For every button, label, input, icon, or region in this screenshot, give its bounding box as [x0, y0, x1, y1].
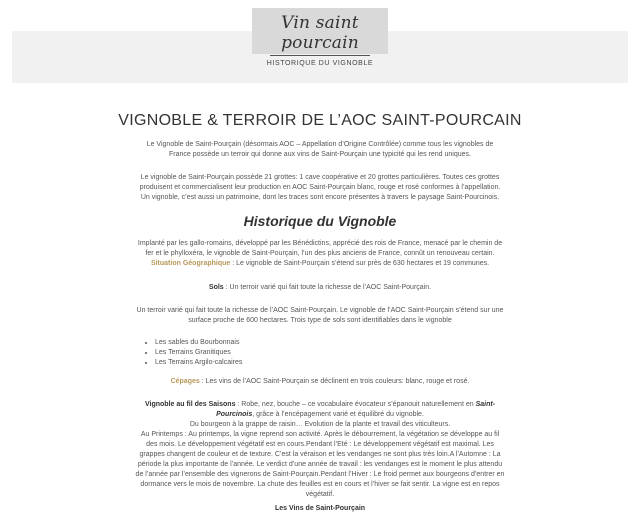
logo-name: Vin saint pourcain	[281, 13, 359, 53]
next-heading-text: Les Vins de Saint-Pourçain	[274, 505, 366, 512]
list-item: • Les Terrains Argilo-calcaires	[155, 358, 242, 368]
saisons-line-3: Au Printemps : Au printemps, la vigne reprend son activité. Après le débourrement, la végétation se développe au fil des mois. Le développement végétatif est en cours.Pendant l’Eté : Le développement végétatif est maximal. Les grappes changent de couleur et de texture. C’est la véraison et les vendanges ne sont plus très loin.A l’Automne : La période la plus importante de l’année. Le verdict d’une année de travail : les vendanges est le moment le plus attendu de l’année par l’ensemble des vignerons de Saint-Pourçain.Pendant l’Hiver : Le froid permet aux bourgeons d’entrer en dormance vers le mois de novembre. La chute des feuilles est en cours et l’hiver se fait sentir. La vigne est en repos végétatif.	[135, 431, 505, 498]
terroir-paragraph: Un terroir varié qui fait toute la richesse de l’AOC Saint-Pourçain. Le vignoble de l’AOC Saint-Pourçain s’étend sur une surface proche de 600 hectares. Trois type de sols sont identifiables dans le vignoble	[136, 307, 504, 324]
sols-label: Sols	[208, 284, 224, 291]
saisons-text-2: , grâce à l’encépagement varié et équilibré du vignoble.	[252, 411, 424, 418]
logo-subtitle: HISTORIQUE DU VIGNOBLE	[266, 60, 374, 67]
cepages-text: : Les vins de l’AOC Saint-Pourçain se déclinent en trois couleurs: blanc, rouge et rosé.	[199, 378, 470, 385]
saisons-emphasis: Saint-Pourcinois	[216, 401, 496, 418]
site-logo[interactable]	[252, 8, 388, 67]
cepages-paragraph	[140, 377, 500, 387]
soil-list	[143, 338, 242, 368]
history-paragraph	[135, 239, 505, 269]
list-item: • Les Terrains Granitiques	[155, 348, 242, 358]
sols-paragraph	[140, 283, 500, 293]
situation-text: : Le vignoble de Saint-Pourçain s’étend sur près de 630 hectares et 19 communes.	[230, 260, 490, 267]
intro-paragraph-1: Le Vignoble de Saint-Pourçain (désormais AOC – Appellation d’Origine Contrôlée) comme tous les vignobles de France possède un terroir qui donne aux vins de Saint-Pourçain une typicité qui les rend uniques.	[146, 141, 494, 158]
saisons-text-1: : Robe, nez, bouche – ce vocabulaire évocateur s’épanouit naturellement en	[235, 401, 476, 408]
cepages-label: Cépages	[170, 378, 200, 385]
intro-paragraph-2: Le vignoble de Saint-Pourçain possède 21 grottes: 1 cave coopérative et 20 grottes particulières. Toutes ces grottes produisent et commercialisent leur production en AOC Saint-Pourçain blanc, rouge et rosé conformes à l’appellation. Un vignoble, c’est aussi un patrimoine, dont les traces sont encore présentes à travers le paysage Saint-Pourcinois.	[139, 174, 501, 201]
saisons-label: Vignoble au fil des Saisons	[144, 401, 236, 408]
saisons-paragraph	[135, 400, 505, 500]
logo-divider	[270, 55, 370, 56]
sols-text: : Un terroir varié qui fait toute la richesse de l’AOC Saint-Pourçain.	[223, 284, 432, 291]
page-title: VIGNOBLE & TERROIR DE L’AOC SAINT-POURCAIN	[118, 112, 522, 129]
next-section-heading	[140, 504, 500, 514]
situation-label: Situation Géographique	[150, 260, 231, 267]
saisons-line-2: Du bourgeon à la grappe de raisin… Evolution de la plante et travail des viticulteurs.	[189, 421, 451, 428]
list-item: • Les sables du Bourbonnais	[155, 338, 242, 348]
history-text: Implanté par les gallo-romains, développé par les Bénédictins, apprécié des rois de France, menacé par le chemin de fer et le phylloxéra, le vignoble de Saint-Pourçain, l’un des plus anciens de France, connût un renouveau certain.	[137, 240, 503, 257]
history-title: Historique du Vignoble	[243, 213, 397, 229]
